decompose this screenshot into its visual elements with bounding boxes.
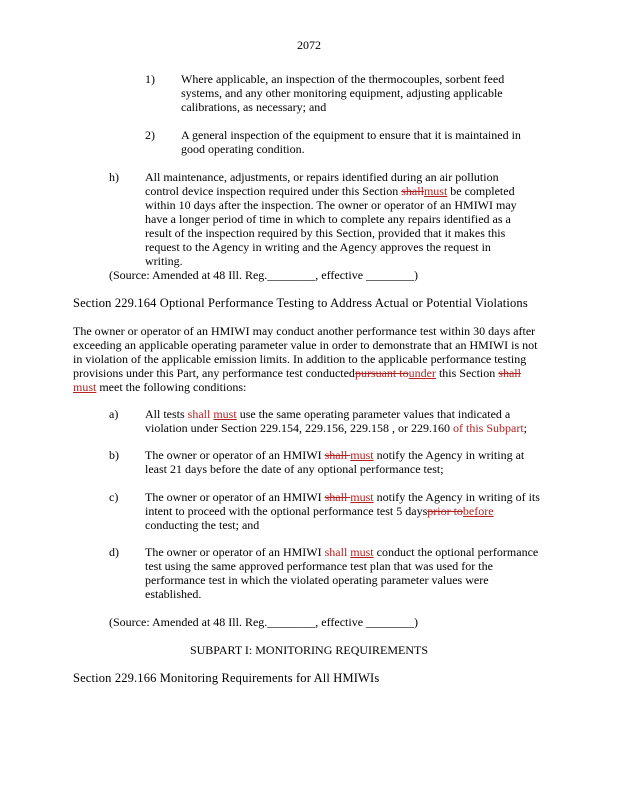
- subsection-label: h): [109, 170, 119, 184]
- inserted-text: must: [73, 380, 97, 394]
- deleted-text: prior to: [427, 504, 463, 518]
- intro-text: meet the following conditions:: [96, 380, 247, 394]
- item-text-part: All tests: [145, 407, 188, 421]
- item-text: [145, 407, 535, 435]
- source-note: (Source: Amended at 48 Ill. Reg.________, effective ________): [109, 268, 419, 282]
- item-text: [145, 490, 547, 532]
- section-heading: Section 229.166 Monitoring Requirements for All HMIWIs: [73, 671, 380, 685]
- item-text: [145, 545, 547, 601]
- item-text-part: ;: [523, 421, 527, 435]
- item-text-part: notify the Agency in writing of its intent to proceed with the optional performance test 5 days: [145, 490, 540, 518]
- inserted-text: must: [350, 545, 374, 559]
- item-text: A general inspection of the equipment to ensure that it is maintained in good operating condition.: [181, 128, 521, 156]
- item-label: a): [109, 407, 119, 421]
- item-text-part: notify the Agency in writing at least 21 days before the date of any optional performance test;: [145, 448, 525, 476]
- inserted-text: must: [350, 448, 374, 462]
- inserted-text: shall: [324, 545, 348, 559]
- inserted-text: of this Subpart: [449, 421, 524, 435]
- text-before: All maintenance, adjustments, or repairs identified during an air pollution control device inspection required under this Section: [145, 170, 499, 198]
- source-note: (Source: Amended at 48 Ill. Reg.________, effective ________): [109, 615, 419, 629]
- deleted-text: shall: [324, 490, 351, 504]
- item-label: c): [109, 490, 119, 504]
- item-number: 1): [145, 72, 155, 86]
- item-label: b): [109, 448, 119, 462]
- inserted-text: must: [350, 490, 374, 504]
- deleted-text: shall: [324, 448, 351, 462]
- item-text-part: The owner or operator of an HMIWI: [145, 448, 325, 462]
- item-label: d): [109, 545, 119, 559]
- item-text-part: conduct the optional performance test using the same approved performance test plan that was used for the performance test in which the violated operating parameter values were established.: [145, 545, 539, 601]
- inserted-text: under: [408, 366, 436, 380]
- intro-text: The owner or operator of an HMIWI may conduct another performance test within 30 days after exceeding an applicable operating parameter value in order to demonstrate that an HMIWI is not in violation of the applicable emission limits. In addition to the applicable performance testing provisions under this Part, any performance test conducted: [73, 324, 538, 380]
- deleted-text: shall: [498, 366, 521, 380]
- deleted-text: shall: [401, 184, 424, 198]
- deleted-text: pursuant to: [354, 366, 409, 380]
- page-number: 2072: [297, 38, 321, 52]
- item-text: [145, 448, 535, 476]
- item-text-part: , or 229.160: [388, 421, 450, 435]
- item-text-part: conducting the test; and: [145, 518, 260, 532]
- section-heading: Section 229.164 Optional Performance Testing to Address Actual or Potential Violations: [73, 296, 528, 310]
- item-text-part: The owner or operator of an HMIWI: [145, 545, 325, 559]
- inserted-text: shall: [187, 407, 211, 421]
- item-text-part: The owner or operator of an HMIWI: [145, 490, 325, 504]
- inserted-text: must: [213, 407, 237, 421]
- inserted-text: before: [462, 504, 494, 518]
- item-number: 2): [145, 128, 155, 142]
- subpart-heading: SUBPART I: MONITORING REQUIREMENTS: [189, 643, 429, 657]
- intro-text: this Section: [435, 366, 499, 380]
- item-text-part: use the same operating parameter values that indicated a violation under Section 229.154, 229.156, 229.158: [145, 407, 511, 435]
- item-text: Where applicable, an inspection of the thermocouples, sorbent feed systems, and any other monitoring equipment, adjusting applicable calibrations, as necessary; and: [181, 72, 505, 114]
- text-after: be completed within 10 days after the inspection. The owner or operator of an HMIWI may have a longer period of time in which to complete any repairs identified as a result of the inspection required by this Section, provided that it makes this request to the Agency in writing and the Agency approves the request in writing.: [145, 184, 517, 268]
- inserted-text: must: [423, 184, 448, 198]
- subsection-text: [145, 170, 530, 268]
- section-intro: [73, 324, 543, 394]
